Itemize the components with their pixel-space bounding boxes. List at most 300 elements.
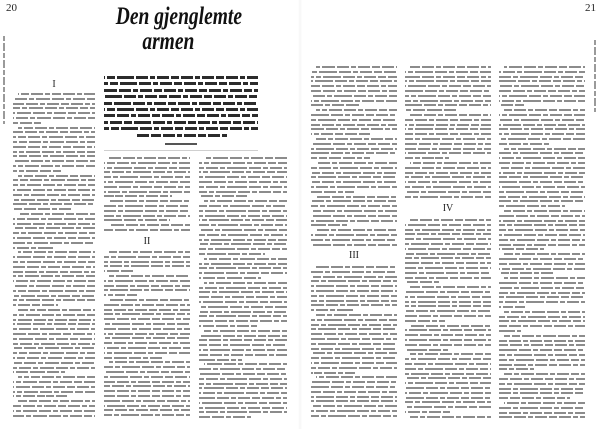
body-text-line	[109, 200, 190, 202]
body-text-line	[405, 109, 457, 111]
body-text-line	[405, 229, 491, 231]
body-text-line	[410, 286, 491, 288]
body-text-line	[504, 66, 585, 68]
body-text-line	[199, 186, 287, 188]
body-text-line	[499, 301, 585, 303]
body-text-line	[405, 119, 491, 121]
body-text-line	[18, 93, 95, 95]
body-text-line	[13, 386, 95, 388]
body-text-line	[311, 114, 397, 116]
body-text-line	[410, 416, 491, 418]
body-text-line	[499, 215, 585, 217]
body-text-line	[13, 160, 95, 162]
body-text-line	[499, 191, 585, 193]
body-text-line	[311, 391, 397, 393]
body-text-line	[405, 85, 491, 87]
body-text-line	[18, 400, 95, 402]
ingress-line	[104, 121, 258, 124]
body-text-line	[199, 167, 287, 169]
body-text-line	[199, 195, 247, 197]
body-text-line	[13, 112, 95, 114]
body-text-line	[199, 315, 287, 317]
body-text-line	[199, 392, 287, 394]
body-text-line	[13, 405, 95, 407]
body-text-line	[204, 363, 287, 365]
body-text-line	[13, 151, 95, 153]
body-text-line	[199, 253, 265, 255]
body-text-line	[499, 167, 585, 169]
body-text-line	[311, 338, 397, 340]
body-text-line	[499, 186, 585, 188]
ingress-line	[104, 82, 258, 85]
body-text-line	[405, 172, 491, 174]
body-text-line	[405, 344, 491, 346]
body-text-line	[104, 385, 190, 387]
body-text-line	[499, 205, 565, 207]
body-text-line	[311, 234, 397, 236]
body-text-line	[405, 95, 491, 97]
body-text-line	[104, 219, 170, 221]
body-text-line	[499, 152, 585, 154]
body-text-line	[410, 66, 491, 68]
body-text-line	[199, 181, 287, 183]
body-text-line	[311, 148, 397, 150]
body-text-line	[104, 390, 190, 392]
body-text-line	[311, 85, 397, 87]
body-text-line	[199, 248, 287, 250]
body-text-line	[18, 213, 95, 215]
body-text-line	[499, 244, 585, 246]
page-number-left: 20	[6, 2, 17, 14]
body-text-line	[311, 124, 397, 126]
body-text-line	[13, 285, 95, 287]
body-text-line	[504, 109, 585, 111]
body-text-line	[199, 349, 287, 351]
side-running-text-right	[594, 40, 596, 112]
body-text-line	[316, 109, 397, 111]
body-text-line	[405, 181, 491, 183]
body-text-line	[13, 352, 95, 354]
body-text-line	[199, 411, 287, 413]
body-text-line	[104, 381, 190, 383]
body-text-line	[405, 233, 491, 235]
body-text-line	[104, 162, 190, 164]
body-text-line	[504, 402, 585, 404]
body-text-line	[499, 330, 521, 332]
body-text-line	[13, 218, 95, 220]
body-text-line	[199, 402, 287, 404]
body-text-line	[405, 310, 491, 312]
body-text-line	[405, 186, 491, 188]
body-text-line	[499, 407, 585, 409]
body-text-line	[13, 146, 95, 148]
body-text-line	[104, 414, 190, 416]
article-title	[98, 3, 242, 55]
body-text-line	[311, 186, 397, 188]
body-text-line	[405, 104, 491, 106]
body-text-line	[311, 244, 397, 246]
body-text-line	[499, 416, 585, 418]
body-text-line	[13, 155, 95, 157]
body-text-line	[405, 377, 491, 379]
body-text-line	[405, 238, 491, 240]
body-text-line	[199, 311, 287, 313]
body-text-line	[499, 412, 585, 414]
body-text-line	[13, 391, 95, 393]
body-text-line	[104, 371, 190, 373]
body-text-line	[104, 270, 133, 272]
ingress-line	[104, 108, 258, 111]
body-text-line	[199, 416, 251, 418]
body-text-line	[499, 172, 585, 174]
body-text-line	[499, 320, 585, 322]
body-text-line	[199, 176, 287, 178]
body-text-line	[311, 152, 397, 154]
body-text-line	[504, 148, 585, 150]
body-text-line	[499, 316, 585, 318]
body-text-line	[311, 280, 397, 282]
body-text-line	[311, 357, 397, 359]
body-text-line	[499, 200, 585, 202]
body-text-line	[311, 200, 397, 202]
body-text-line	[499, 344, 585, 346]
body-text-line	[311, 90, 397, 92]
body-text-line	[104, 256, 190, 258]
body-text-line	[499, 325, 585, 327]
body-text-line	[499, 71, 585, 73]
body-text-line	[311, 319, 397, 321]
body-text-line	[405, 272, 491, 274]
body-text-line	[104, 294, 137, 296]
body-text-line	[104, 191, 190, 193]
body-text-line	[199, 320, 287, 322]
body-text-line	[316, 376, 397, 378]
body-text-line	[405, 267, 491, 269]
body-text-line	[13, 323, 95, 325]
body-text-line	[199, 210, 287, 212]
ingress-line	[104, 127, 258, 130]
body-text-line	[311, 348, 397, 350]
body-text-line	[13, 328, 95, 330]
body-text-line	[18, 251, 95, 253]
body-text-line	[499, 220, 585, 222]
title-line-1: Den gjenglemte	[115, 3, 242, 30]
body-text-line	[311, 143, 397, 145]
body-text-line	[13, 208, 72, 210]
page-number-right: 21	[585, 2, 596, 14]
body-text-line	[499, 364, 585, 366]
body-text-line	[405, 71, 491, 73]
body-text-line	[104, 215, 190, 217]
body-text-line	[199, 287, 287, 289]
body-text-line	[199, 234, 287, 236]
body-text-line	[13, 299, 95, 301]
body-text-line	[13, 165, 95, 167]
body-text-line	[499, 224, 585, 226]
body-text-line	[13, 333, 95, 335]
side-running-text-left	[3, 36, 5, 124]
body-text-line	[499, 306, 525, 308]
body-text-line	[316, 138, 397, 140]
body-text-line	[104, 309, 190, 311]
body-text-line	[311, 300, 397, 302]
body-text-line	[13, 242, 95, 244]
body-text-line	[405, 100, 491, 102]
body-text-line	[405, 196, 491, 198]
body-text-line	[109, 275, 190, 277]
body-text-line	[13, 271, 95, 273]
body-text-line	[104, 347, 190, 349]
body-text-line	[410, 325, 491, 327]
body-text-line	[13, 410, 95, 412]
body-text-line	[104, 342, 190, 344]
body-text-line	[405, 291, 491, 293]
body-text-line	[311, 119, 397, 121]
body-text-line	[13, 275, 95, 277]
body-text-line	[104, 405, 190, 407]
body-text-line	[13, 237, 95, 239]
body-text-line	[499, 128, 585, 130]
body-text-line	[13, 295, 95, 297]
body-text-line	[311, 396, 397, 398]
body-text-line	[311, 205, 397, 207]
body-text-line	[499, 239, 585, 241]
body-text-line	[13, 343, 95, 345]
body-text-line	[199, 407, 287, 409]
body-text-line	[405, 368, 491, 370]
body-text-line	[104, 366, 190, 368]
body-text-line	[410, 114, 491, 116]
body-text-line	[104, 210, 190, 212]
body-text-line	[405, 133, 491, 135]
body-text-line	[199, 229, 287, 231]
body-text-line	[104, 352, 190, 354]
body-text-line	[13, 266, 95, 268]
body-text-line	[499, 162, 585, 164]
body-text-line	[311, 215, 397, 217]
body-text-line	[104, 304, 190, 306]
body-text-line	[311, 76, 397, 78]
body-text-line	[405, 406, 491, 408]
body-text-line	[104, 229, 190, 231]
body-text-line	[405, 329, 491, 331]
body-text-line	[405, 315, 491, 317]
body-text-line	[199, 354, 287, 356]
body-text-line	[311, 271, 397, 273]
body-text-line	[311, 400, 397, 402]
ingress-divider	[104, 150, 258, 151]
body-text-line	[199, 191, 287, 193]
body-text-line	[499, 80, 585, 82]
body-text-line	[311, 367, 397, 369]
body-text-line	[405, 262, 491, 264]
body-text-line	[405, 305, 491, 307]
body-text-line	[199, 339, 287, 341]
body-text-line	[405, 358, 491, 360]
body-text-line	[13, 247, 53, 249]
body-text-line	[499, 359, 585, 361]
body-text-line	[13, 136, 95, 138]
body-text-line	[204, 200, 287, 202]
section-numeral-2: II	[143, 236, 151, 247]
body-text-line	[316, 266, 397, 268]
body-text-line	[199, 383, 287, 385]
body-text-line	[104, 318, 190, 320]
body-text-line	[13, 261, 95, 263]
body-text-line	[405, 349, 448, 351]
body-text-line	[104, 376, 190, 378]
body-text-line	[499, 90, 585, 92]
body-text-line	[311, 181, 397, 183]
body-text-line	[104, 285, 190, 287]
body-text-line	[199, 291, 287, 293]
body-text-line	[104, 337, 190, 339]
body-text-line	[499, 287, 585, 289]
ingress-line	[104, 89, 258, 92]
body-text-line	[311, 405, 397, 407]
body-text-line	[13, 194, 95, 196]
body-text-line	[311, 71, 397, 73]
body-text-line	[499, 176, 585, 178]
body-text-line	[13, 227, 95, 229]
body-text-line	[405, 248, 491, 250]
body-text-line	[104, 265, 190, 267]
body-text-line	[199, 373, 287, 375]
body-text-line	[405, 176, 491, 178]
body-text-line	[104, 400, 190, 402]
body-text-line	[13, 256, 95, 258]
body-text-line	[104, 261, 190, 263]
body-text-line	[109, 157, 190, 159]
ingress-line	[104, 102, 258, 105]
body-text-line	[311, 167, 397, 169]
body-text-line	[504, 210, 585, 212]
body-text-line	[499, 181, 585, 183]
body-text-line	[199, 306, 287, 308]
body-text-line	[405, 128, 491, 130]
ingress-line	[135, 134, 227, 137]
body-text-line	[405, 76, 491, 78]
byline	[165, 143, 197, 145]
body-text-line	[499, 296, 585, 298]
body-text-line	[316, 66, 397, 68]
body-text-line	[13, 415, 95, 417]
body-text-line	[316, 229, 397, 231]
body-text-line	[13, 290, 95, 292]
body-text-line	[199, 224, 287, 226]
body-text-line	[499, 340, 585, 342]
body-text-line	[499, 268, 585, 270]
body-text-line	[104, 280, 190, 282]
body-text-line	[405, 334, 491, 336]
body-text-line	[13, 357, 95, 359]
body-text-line	[405, 253, 491, 255]
body-text-line	[13, 141, 95, 143]
body-text-line	[199, 215, 287, 217]
body-text-line	[13, 223, 95, 225]
body-text-line	[104, 205, 190, 207]
body-text-line	[199, 397, 287, 399]
body-text-line	[405, 90, 491, 92]
body-text-line	[499, 138, 585, 140]
body-text-line	[199, 368, 287, 370]
body-text-line	[311, 290, 397, 292]
ingress-line	[104, 114, 258, 117]
body-text-line	[405, 301, 491, 303]
body-text-line	[499, 292, 585, 294]
body-text-line	[405, 411, 450, 413]
body-text-line	[199, 325, 257, 327]
body-text-line	[104, 333, 190, 335]
body-text-line	[504, 335, 585, 337]
body-text-line	[311, 100, 397, 102]
body-text-line	[104, 313, 190, 315]
body-text-line	[104, 167, 190, 169]
body-text-line	[104, 357, 164, 359]
spine-gutter	[298, 0, 302, 429]
body-text-line	[316, 314, 397, 316]
body-text-line	[311, 172, 397, 174]
body-text-line	[13, 347, 95, 349]
ingress-line	[104, 76, 258, 79]
body-text-line	[311, 372, 355, 374]
body-text-line	[13, 314, 95, 316]
body-text-line	[311, 304, 397, 306]
body-text-line	[499, 263, 585, 265]
body-text-line	[499, 378, 585, 380]
body-text-line	[13, 381, 95, 383]
body-text-line	[13, 367, 95, 369]
body-text-line	[204, 258, 287, 260]
body-text-line	[504, 277, 585, 279]
body-text-line	[104, 181, 190, 183]
body-text-line	[18, 127, 95, 129]
body-text-line	[499, 143, 549, 145]
section-numeral-3: III	[349, 250, 359, 261]
body-text-line	[311, 176, 397, 178]
body-text-line	[311, 362, 397, 364]
body-text-line	[499, 272, 553, 274]
body-text-line	[499, 196, 585, 198]
body-text-line	[104, 176, 190, 178]
title-line-2: armen	[141, 28, 195, 55]
body-text-line	[405, 148, 491, 150]
body-text-line	[499, 234, 585, 236]
body-text-line	[405, 397, 491, 399]
body-text-line	[13, 395, 67, 397]
body-text-line	[13, 131, 95, 133]
body-text-line	[13, 98, 95, 100]
body-text-line	[311, 333, 397, 335]
body-text-line	[13, 280, 95, 282]
body-text-line	[109, 251, 190, 253]
body-text-line	[13, 304, 58, 306]
section-numeral-4: IV	[442, 203, 454, 214]
body-text-line	[199, 239, 287, 241]
body-text-line	[311, 157, 370, 159]
body-text-line	[499, 383, 585, 385]
body-text-line	[199, 162, 287, 164]
body-text-line	[199, 335, 287, 337]
body-text-line	[499, 392, 585, 394]
body-text-line	[13, 362, 95, 364]
body-text-line	[199, 359, 242, 361]
ingress-line	[104, 95, 258, 98]
body-text-line	[405, 373, 491, 375]
body-text-line	[405, 191, 491, 193]
body-text-line	[199, 263, 287, 265]
body-text-line	[499, 104, 524, 106]
